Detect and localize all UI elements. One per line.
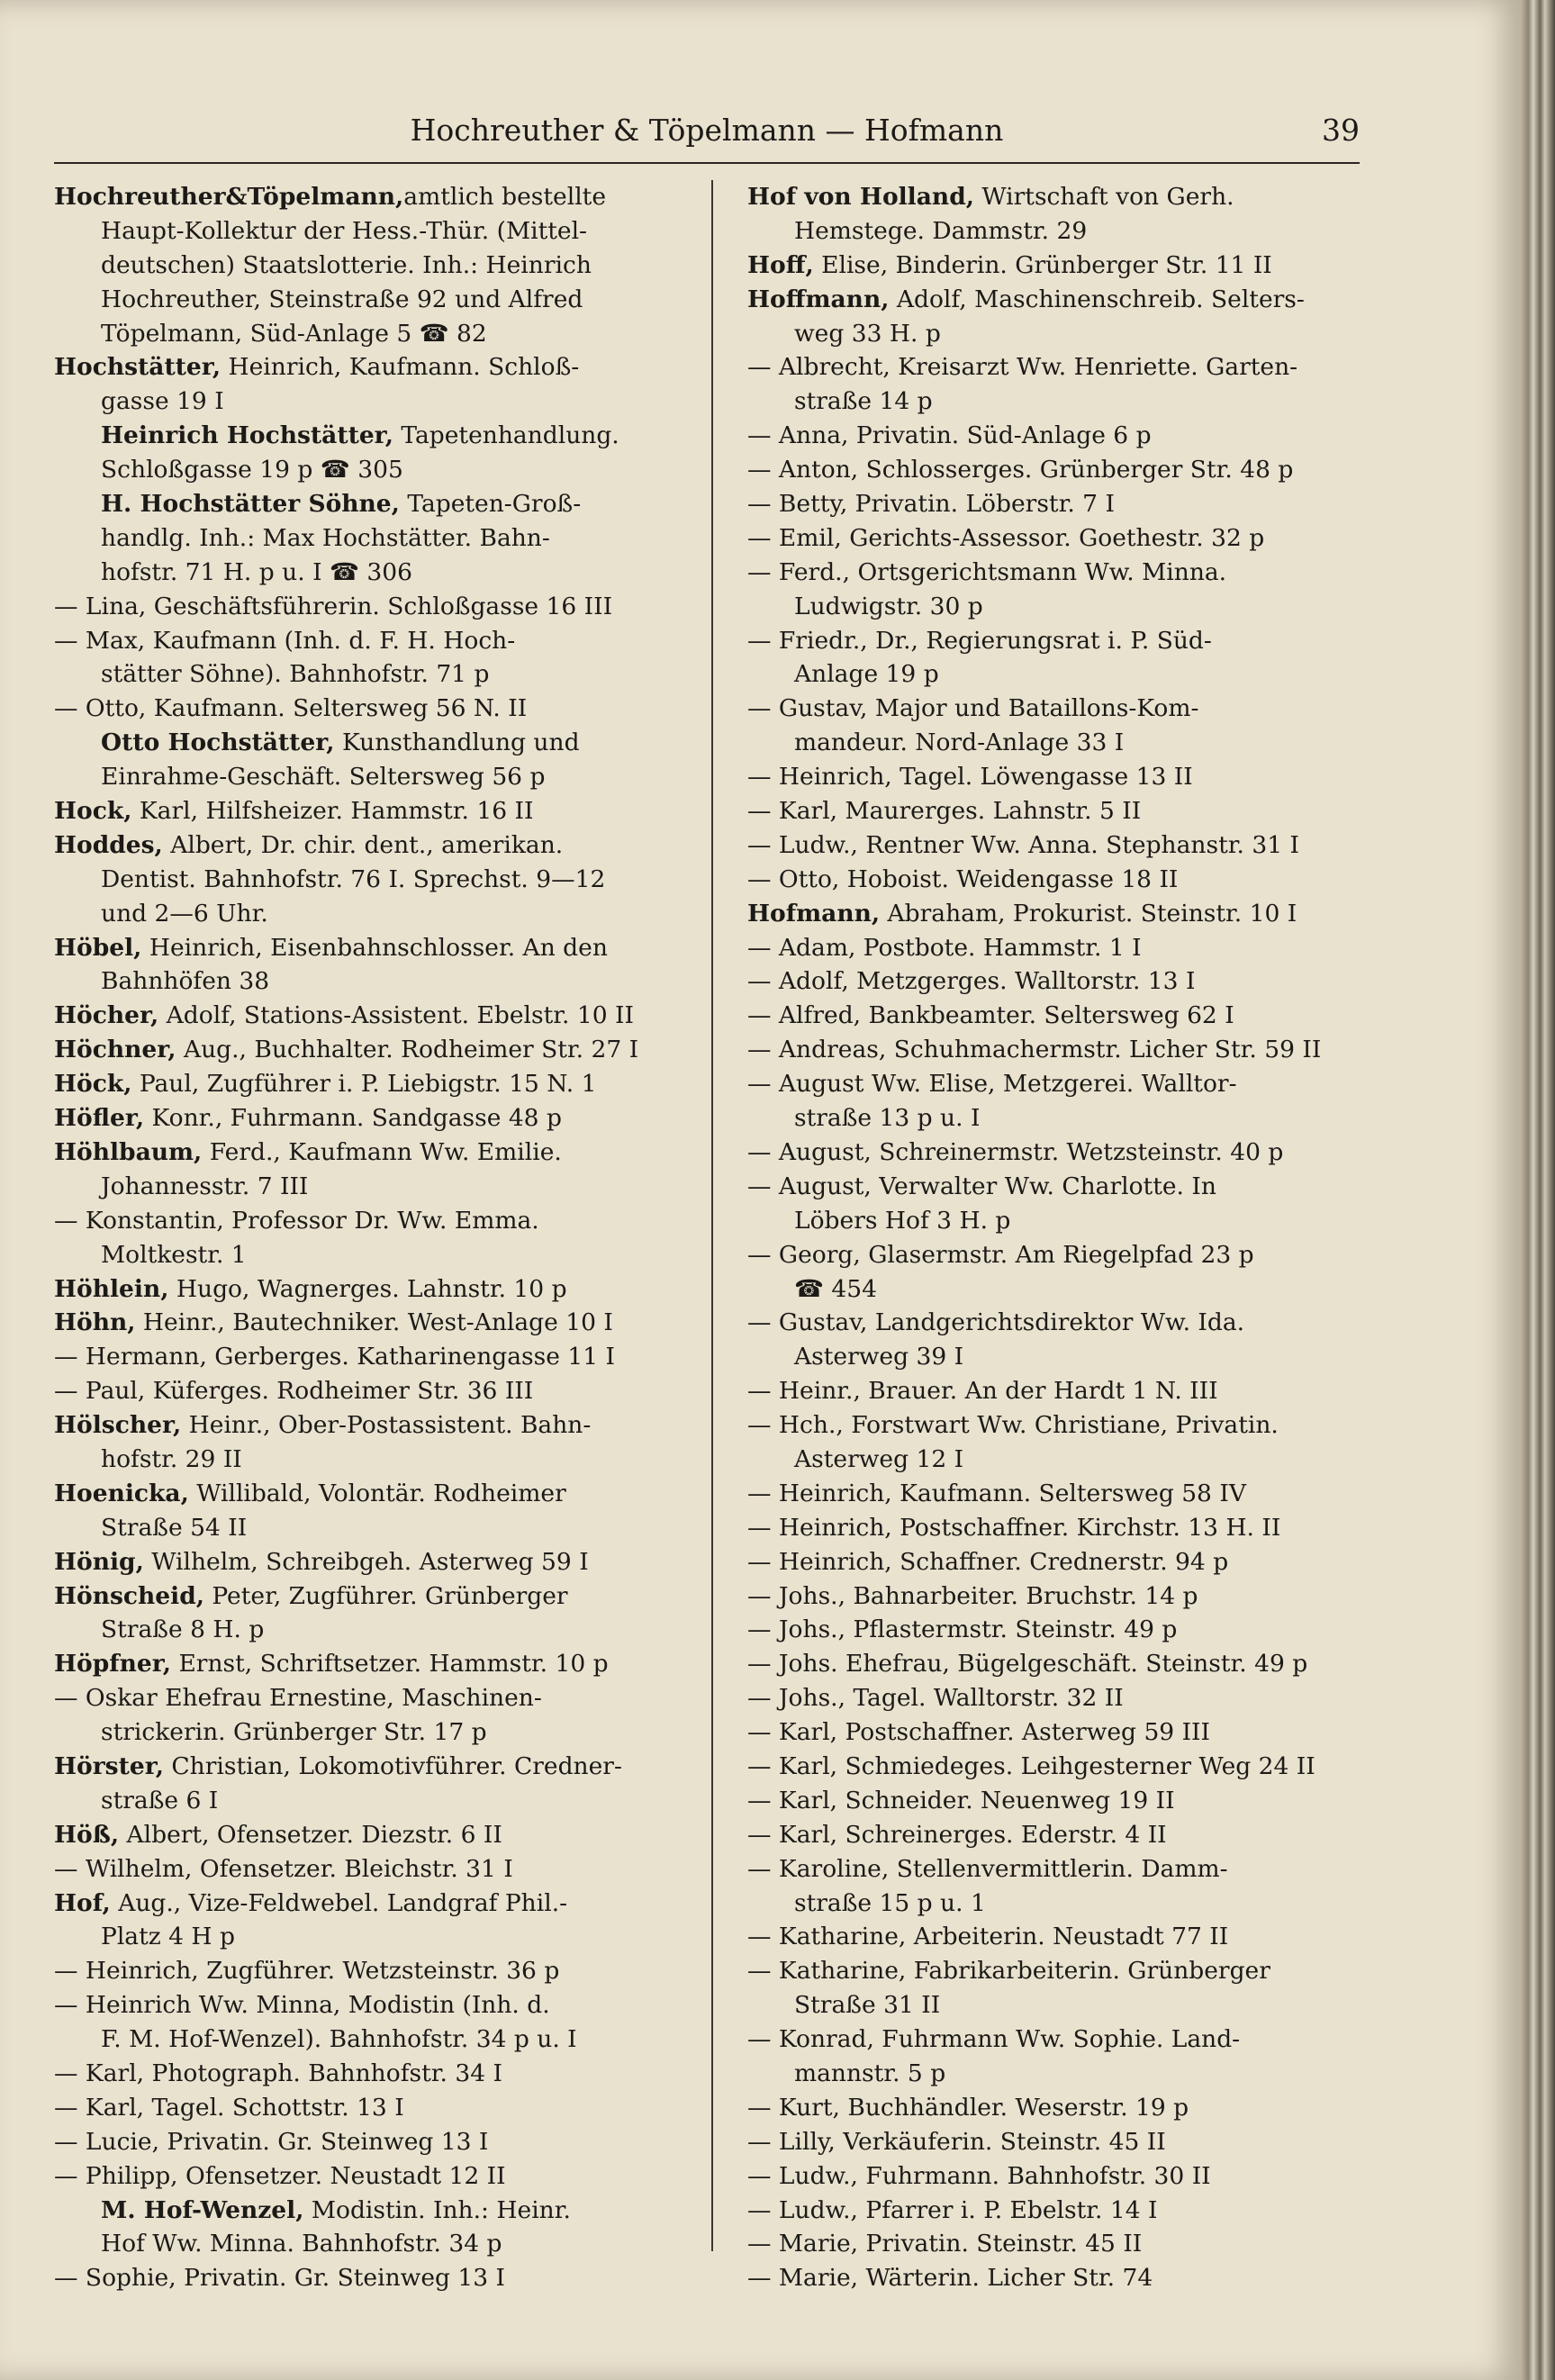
entry-text: hofstr. 71 H. p u. I ☎ 306: [101, 557, 412, 586]
directory-entry-line: [54, 931, 684, 965]
directory-entry-line: [747, 1511, 1378, 1545]
entry-surname: M. Hof-Wenzel,: [101, 2195, 304, 2224]
directory-entry-line: [747, 350, 1378, 385]
entry-surname: Höfler,: [54, 1104, 145, 1133]
entry-text: — Katharine, Arbeiterin. Neustadt 77 II: [747, 1923, 1229, 1951]
directory-entry-line: [747, 2261, 1378, 2295]
entry-text: — Anton, Schlosserges. Grünberger Str. 48 p: [747, 456, 1294, 484]
entry-text: Anlage 19 p: [794, 660, 939, 689]
entry-text: Heinrich, Kaufmann. Schloß-: [221, 353, 580, 382]
entry-text: Hemstege. Dammstr. 29: [794, 216, 1088, 245]
directory-entry-line: [747, 1784, 1378, 1818]
directory-entry-line: [54, 1545, 684, 1579]
directory-entry-line: [747, 1238, 1378, 1272]
entry-text: Haupt-Kollektur der Hess.-Thür. (Mittel-: [101, 216, 588, 245]
directory-entry-line: [747, 863, 1378, 897]
running-title: Hochreuther & Töpelmann — Hofmann: [410, 113, 1004, 148]
directory-entry-line: [747, 419, 1378, 453]
entry-surname: H. Hochstätter Söhne,: [101, 490, 400, 519]
entry-text: straße 15 p u. 1: [794, 1888, 986, 1917]
entry-text: — Heinrich, Postschaffner. Kirchstr. 13 H. II: [747, 1513, 1281, 1542]
entry-text: Albert, Dr. chir. dent., amerikan.: [162, 830, 564, 859]
entry-text: — Lilly, Verkäuferin. Steinstr. 45 II: [747, 2127, 1166, 2156]
entry-text: — Ludw., Rentner Ww. Anna. Stephanstr. 31 I: [747, 830, 1299, 859]
entry-text: Karl, Hilfsheizer. Hammstr. 16 II: [131, 797, 534, 826]
entry-text: deutschen) Staatslotterie. Inh.: Heinrich: [101, 250, 592, 279]
directory-entry-line: [54, 1101, 684, 1136]
entry-surname: Höbel,: [54, 933, 142, 962]
directory-entry-line: [54, 2227, 684, 2261]
entry-text: amtlich bestellte: [403, 183, 607, 211]
directory-entry-line: [747, 1101, 1378, 1136]
directory-entry-line: [747, 964, 1378, 999]
directory-entry-line: [54, 1408, 684, 1443]
entry-text: Töpelmann, Süd-Anlage 5 ☎ 82: [101, 319, 487, 348]
entry-text: Christian, Lokomotivführer. Credner-: [163, 1751, 622, 1780]
directory-entry-line: [747, 624, 1378, 658]
entry-text: — Karl, Tagel. Schottstr. 13 I: [54, 2093, 404, 2122]
directory-entry-line: [747, 2125, 1378, 2159]
entry-text: Konr., Fuhrmann. Sandgasse 48 p: [144, 1104, 562, 1133]
directory-entry-line: [54, 1238, 684, 1272]
entry-text: Tapetenhandlung.: [393, 421, 619, 450]
directory-entry-line: [54, 1477, 684, 1511]
directory-entry-line: [747, 2091, 1378, 2125]
directory-entry-line: [747, 1408, 1378, 1443]
directory-entry-line: [747, 1204, 1378, 1238]
directory-entry-line: [54, 624, 684, 658]
entry-text: — Karl, Photograph. Bahnhofstr. 34 I: [54, 2059, 502, 2087]
entry-text: — August, Verwalter Ww. Charlotte. In: [747, 1172, 1216, 1200]
directory-entry-line: [747, 1715, 1378, 1750]
entry-text: Willibald, Volontär. Rodheimer: [188, 1479, 566, 1507]
entry-text: Straße 31 II: [794, 1991, 941, 2020]
entry-text: — Lina, Geschäftsführerin. Schloßgasse 16 III: [54, 592, 613, 620]
entry-text: — Johs., Tagel. Walltorstr. 32 II: [747, 1684, 1124, 1713]
directory-entry-line: [54, 1681, 684, 1715]
directory-entry-line: [747, 1067, 1378, 1101]
directory-entry-line: [54, 1818, 684, 1852]
directory-entry-line: [747, 760, 1378, 794]
entry-text: hofstr. 29 II: [101, 1444, 242, 1473]
entry-text: — Johs., Pflastermstr. Steinstr. 49 p: [747, 1615, 1178, 1644]
entry-text: Hof Ww. Minna. Bahnhofstr. 34 p: [101, 2230, 502, 2258]
entry-text: gasse 19 I: [101, 387, 224, 416]
entry-text: — Sophie, Privatin. Gr. Steinweg 13 I: [54, 2264, 506, 2293]
directory-entry-line: [54, 726, 684, 760]
entry-text: — Wilhelm, Ofensetzer. Bleichstr. 31 I: [54, 1854, 513, 1883]
entry-surname: Hoddes,: [54, 830, 163, 859]
directory-entry-line: [54, 1988, 684, 2023]
directory-entry-line: [54, 1170, 684, 1204]
entry-surname: Hochstätter,: [54, 353, 221, 382]
entry-text: Tapeten-Groß-: [399, 490, 582, 519]
directory-entry-line: [54, 2125, 684, 2159]
entry-text: Asterweg 12 I: [794, 1444, 964, 1473]
entry-text: ☎ 454: [794, 1274, 878, 1303]
directory-entry-line: [54, 1920, 684, 1954]
entry-text: Schloßgasse 19 p ☎ 305: [101, 456, 403, 484]
column-divider: [711, 180, 713, 2251]
directory-entry-line: [747, 521, 1378, 556]
entry-text: Peter, Zugführer. Grünberger: [203, 1581, 568, 1610]
directory-entry-line: [747, 1681, 1378, 1715]
directory-entry-line: [747, 1272, 1378, 1307]
directory-entry-line: [747, 931, 1378, 965]
entry-text: — Hermann, Gerberges. Katharinengasse 11 I: [54, 1343, 615, 1371]
entry-text: F. M. Hof-Wenzel). Bahnhofstr. 34 p u. I: [101, 2025, 577, 2054]
directory-entry-line: [747, 1374, 1378, 1408]
directory-entry-line: [747, 1647, 1378, 1681]
directory-entry-line: [747, 590, 1378, 624]
directory-entry-line: [747, 2159, 1378, 2194]
left-column: [54, 180, 684, 2295]
entry-text: — Friedr., Dr., Regierungsrat i. P. Süd-: [747, 626, 1212, 655]
directory-entry-line: [747, 2057, 1378, 2091]
entry-text: Löbers Hof 3 H. p: [794, 1206, 1011, 1235]
directory-entry-line: [747, 999, 1378, 1033]
directory-entry-line: [747, 2227, 1378, 2261]
entry-text: Moltkestr. 1: [101, 1240, 247, 1269]
directory-entry-line: [54, 1511, 684, 1545]
entry-text: Aug., Vize-Feldwebel. Landgraf Phil.-: [110, 1888, 568, 1917]
entry-text: Bahnhöfen 38: [101, 967, 270, 996]
entry-text: Albert, Ofensetzer. Diezstr. 6 II: [119, 1820, 502, 1849]
directory-entry-line: [54, 1272, 684, 1307]
entry-text: — Andreas, Schuhmachermstr. Licher Str. 59 II: [747, 1036, 1322, 1064]
entry-surname: Höhlbaum,: [54, 1137, 203, 1166]
directory-entry-line: [747, 487, 1378, 521]
entry-text: Heinrich, Eisenbahnschlosser. An den: [141, 933, 608, 962]
entry-surname: Heinrich Hochstätter,: [101, 421, 393, 450]
directory-entry-line: [54, 453, 684, 487]
directory-entry-line: [54, 419, 684, 453]
directory-entry-line: [54, 556, 684, 590]
directory-entry-line: [54, 1579, 684, 1614]
directory-entry-line: [54, 1852, 684, 1887]
directory-entry-line: [747, 692, 1378, 726]
entry-text: — Georg, Glasermstr. Am Riegelpfad 23 p: [747, 1240, 1254, 1269]
directory-entry-line: [54, 897, 684, 931]
entry-text: — Gustav, Landgerichtsdirektor Ww. Ida.: [747, 1308, 1245, 1337]
directory-entry-line: [747, 2023, 1378, 2057]
directory-entry-line: [54, 2261, 684, 2295]
entry-surname: Hoenicka,: [54, 1479, 189, 1507]
entry-text: — Lucie, Privatin. Gr. Steinweg 13 I: [54, 2127, 489, 2156]
entry-text: — Karl, Schneider. Neuenweg 19 II: [747, 1786, 1175, 1814]
entry-surname: Höhlein,: [54, 1274, 169, 1303]
directory-entry-line: [54, 760, 684, 794]
entry-text: Aug., Buchhalter. Rodheimer Str. 27 I: [176, 1036, 639, 1064]
entry-text: Modistin. Inh.: Heinr.: [303, 2195, 571, 2224]
directory-entry-line: [747, 1988, 1378, 2023]
entry-text: straße 14 p: [794, 387, 933, 416]
entry-surname: Hönscheid,: [54, 1581, 204, 1610]
entry-text: Hugo, Wagnerges. Lahnstr. 10 p: [168, 1274, 567, 1303]
entry-text: — Ludw., Pfarrer i. P. Ebelstr. 14 I: [747, 2195, 1158, 2224]
entry-text: — Heinr., Brauer. An der Hardt 1 N. III: [747, 1377, 1218, 1406]
directory-entry-line: [54, 1954, 684, 1988]
entry-surname: Hofmann,: [747, 899, 881, 928]
entry-text: Heinr., Ober-Postassistent. Bahn-: [181, 1411, 592, 1440]
entry-text: Einrahme-Geschäft. Seltersweg 56 p: [101, 763, 546, 792]
directory-entry-line: [54, 1204, 684, 1238]
directory-entry-line: [54, 692, 684, 726]
directory-entry-line: [54, 1887, 684, 1921]
entry-text: — Oskar Ehefrau Ernestine, Maschinen-: [54, 1684, 542, 1713]
entry-text: stätter Söhne). Bahnhofstr. 71 p: [101, 660, 490, 689]
directory-entry-line: [54, 1443, 684, 1477]
entry-text: — Alfred, Bankbeamter. Seltersweg 62 I: [747, 1001, 1234, 1030]
entry-surname: Hof von Holland,: [747, 183, 974, 211]
directory-entry-line: [54, 2159, 684, 2194]
entry-text: — Kurt, Buchhändler. Weserstr. 19 p: [747, 2093, 1189, 2122]
entry-text: — Karl, Maurerges. Lahnstr. 5 II: [747, 797, 1142, 826]
entry-text: Dentist. Bahnhofstr. 76 I. Sprechst. 9—12: [101, 864, 606, 893]
directory-entry-line: [54, 863, 684, 897]
entry-text: handlg. Inh.: Max Hochstätter. Bahn-: [101, 523, 550, 552]
directory-entry-line: [54, 1136, 684, 1170]
directory-entry-line: [747, 1443, 1378, 1477]
directory-entry-line: [747, 1920, 1378, 1954]
directory-entry-line: [747, 1887, 1378, 1921]
directory-entry-line: [54, 828, 684, 863]
directory-entry-line: [747, 1306, 1378, 1340]
directory-entry-line: [54, 2091, 684, 2125]
directory-entry-line: [747, 1477, 1378, 1511]
entry-text: — Heinrich, Kaufmann. Seltersweg 58 IV: [747, 1479, 1246, 1507]
directory-entry-line: [54, 1750, 684, 1784]
entry-text: straße 13 p u. I: [794, 1104, 981, 1133]
directory-entry-line: [747, 556, 1378, 590]
entry-surname: Hock,: [54, 797, 132, 826]
entry-text: — Philipp, Ofensetzer. Neustadt 12 II: [54, 2161, 506, 2190]
directory-entry-line: [54, 2194, 684, 2228]
directory-entry-line: [747, 2194, 1378, 2228]
entry-text: — Heinrich, Schaffner. Crednerstr. 94 p: [747, 1547, 1229, 1576]
entry-text: straße 6 I: [101, 1786, 219, 1814]
directory-entry-line: [54, 1784, 684, 1818]
directory-entry-line: [54, 2023, 684, 2057]
entry-text: — Katharine, Fabrikarbeiterin. Grünberger: [747, 1957, 1270, 1986]
entry-text: weg 33 H. p: [794, 319, 941, 348]
directory-entry-line: [54, 964, 684, 999]
book-edge: [1522, 0, 1555, 2380]
directory-entry-line: [54, 2057, 684, 2091]
entry-text: — August Ww. Elise, Metzgerei. Walltor-: [747, 1070, 1237, 1099]
entry-text: Asterweg 39 I: [794, 1343, 964, 1371]
page-number: 39: [1322, 113, 1360, 148]
directory-entry-line: [747, 249, 1378, 283]
entry-text: Wilhelm, Schreibgeh. Asterweg 59 I: [143, 1547, 589, 1576]
entry-text: Wirtschaft von Gerh.: [973, 183, 1234, 211]
directory-entry-line: [54, 1067, 684, 1101]
directory-entry-line: [54, 794, 684, 828]
directory-entry-line: [747, 1033, 1378, 1067]
entry-text: — Heinrich Ww. Minna, Modistin (Inh. d.: [54, 1991, 550, 2020]
entry-surname: Hörster,: [54, 1751, 164, 1780]
entry-text: mannstr. 5 p: [794, 2059, 946, 2087]
directory-entry-line: [747, 1579, 1378, 1614]
directory-entry-line: [747, 1750, 1378, 1784]
directory-entry-line: [747, 1136, 1378, 1170]
directory-entry-line: [747, 283, 1378, 317]
directory-entry-line: [747, 317, 1378, 351]
directory-entry-line: [747, 1818, 1378, 1852]
directory-entry-line: [54, 1033, 684, 1067]
entry-text: Adolf, Stations-Assistent. Ebelstr. 10 II: [158, 1001, 634, 1030]
entry-text: Adolf, Maschinenschreib. Selters-: [889, 285, 1305, 313]
entry-surname: Hoff,: [747, 250, 814, 279]
directory-entry-line: [54, 1715, 684, 1750]
entry-text: — Ferd., Ortsgerichtsmann Ww. Minna.: [747, 557, 1227, 586]
entry-text: — Adolf, Metzgerges. Walltorstr. 13 I: [747, 967, 1196, 996]
directory-entry-line: [54, 999, 684, 1033]
entry-text: — Paul, Küferges. Rodheimer Str. 36 III: [54, 1377, 534, 1406]
entry-text: — Emil, Gerichts-Assessor. Goethestr. 32 p: [747, 523, 1265, 552]
entry-text: — Heinrich, Zugführer. Wetzsteinstr. 36 p: [54, 1957, 560, 1986]
directory-entry-line: [54, 214, 684, 249]
header-rule: [54, 162, 1360, 164]
entry-text: — Johs. Ehefrau, Bügelgeschäft. Steinstr. 49 p: [747, 1650, 1308, 1679]
directory-entry-line: [747, 726, 1378, 760]
entry-surname: Hof,: [54, 1888, 111, 1917]
entry-text: Hochreuther, Steinstraße 92 und Alfred: [101, 285, 583, 313]
directory-entry-line: [54, 657, 684, 692]
entry-surname: Hochreuther&Töpelmann,: [54, 183, 404, 211]
entry-text: Ernst, Schriftsetzer. Hammstr. 10 p: [171, 1650, 609, 1679]
directory-entry-line: [747, 657, 1378, 692]
directory-entry-line: [54, 590, 684, 624]
entry-text: — Konstantin, Professor Dr. Ww. Emma.: [54, 1206, 539, 1235]
entry-text: — Albrecht, Kreisarzt Ww. Henriette. Garten-: [747, 353, 1298, 382]
entry-text: — Karl, Schmiedeges. Leihgesterner Weg 24 II: [747, 1751, 1315, 1780]
directory-entry-line: [54, 521, 684, 556]
entry-surname: Höpfner,: [54, 1650, 172, 1679]
entry-surname: Höck,: [54, 1070, 132, 1099]
entry-text: Straße 54 II: [101, 1513, 248, 1542]
entry-text: Paul, Zugführer i. P. Liebigstr. 15 N. 1: [131, 1070, 597, 1099]
entry-text: — Otto, Hoboist. Weidengasse 18 II: [747, 864, 1179, 893]
entry-surname: Höhn,: [54, 1308, 136, 1337]
entry-text: — Ludw., Fuhrmann. Bahnhofstr. 30 II: [747, 2161, 1211, 2190]
entry-text: Johannesstr. 7 III: [101, 1172, 309, 1200]
entry-text: — Johs., Bahnarbeiter. Bruchstr. 14 p: [747, 1581, 1198, 1610]
directory-entry-line: [54, 350, 684, 385]
entry-text: — Otto, Kaufmann. Selterswеg 56 N. II: [54, 694, 528, 723]
entry-text: Kunsthandlung und: [334, 728, 580, 757]
directory-entry-line: [747, 828, 1378, 863]
entry-text: Platz 4 H p: [101, 1923, 235, 1951]
entry-text: — Betty, Privatin. Löberstr. 7 I: [747, 490, 1115, 519]
directory-entry-line: [747, 1954, 1378, 1988]
entry-text: strickerin. Grünberger Str. 17 p: [101, 1718, 487, 1747]
directory-entry-line: [747, 1340, 1378, 1374]
entry-surname: Höchner,: [54, 1036, 176, 1064]
entry-text: — Adam, Postbote. Hammstr. 1 I: [747, 933, 1142, 962]
directory-entry-line: [54, 1374, 684, 1408]
directory-entry-line: [54, 1613, 684, 1647]
directory-entry-line: [54, 283, 684, 317]
entry-surname: Otto Hochstätter,: [101, 728, 335, 757]
page-header: [54, 113, 1360, 158]
entry-text: — Karoline, Stellenvermittlerin. Damm-: [747, 1854, 1228, 1883]
entry-surname: Hoffmann,: [747, 285, 890, 313]
directory-entry-line: [747, 385, 1378, 419]
right-column: [747, 180, 1378, 2295]
directory-entry-line: [747, 1545, 1378, 1579]
entry-text: und 2—6 Uhr.: [101, 899, 268, 928]
directory-entry-line: [747, 1613, 1378, 1647]
directory-entry-line: [747, 794, 1378, 828]
entry-text: — Heinrich, Tagel. Löwengasse 13 II: [747, 763, 1193, 792]
entry-text: — Anna, Privatin. Süd-Anlage 6 p: [747, 421, 1152, 450]
entry-text: Straße 8 H. p: [101, 1615, 265, 1644]
entry-text: — Karl, Postschaffner. Asterweg 59 III: [747, 1718, 1210, 1747]
entry-text: — Marie, Wärterin. Licher Str. 74: [747, 2264, 1153, 2293]
directory-entry-line: [54, 180, 684, 214]
directory-entry-line: [747, 453, 1378, 487]
directory-entry-line: [747, 180, 1378, 214]
entry-surname: Höcher,: [54, 1001, 159, 1030]
directory-entry-line: [54, 317, 684, 351]
entry-surname: Hönig,: [54, 1547, 144, 1576]
directory-entry-line: [54, 1647, 684, 1681]
directory-entry-line: [54, 1306, 684, 1340]
entry-text: — Konrad, Fuhrmann Ww. Sophie. Land-: [747, 2025, 1241, 2054]
directory-entry-line: [747, 1170, 1378, 1204]
entry-text: — Karl, Schreinerges. Ederstr. 4 II: [747, 1820, 1167, 1849]
entry-text: — August, Schreinermstr. Wetzsteinstr. 40 p: [747, 1137, 1284, 1166]
entry-text: mandeur. Nord-Anlage 33 I: [794, 728, 1125, 757]
entry-text: — Gustav, Major und Bataillons-Kom-: [747, 694, 1199, 723]
entry-surname: Hölscher,: [54, 1411, 182, 1440]
directory-entry-line: [747, 214, 1378, 249]
entry-surname: Höß,: [54, 1820, 120, 1849]
directory-entry-line: [54, 1340, 684, 1374]
entry-text: Abraham, Prokurist. Steinstr. 10 I: [880, 899, 1297, 928]
entry-text: Ferd., Kaufmann Ww. Emilie.: [202, 1137, 562, 1166]
entry-text: Elise, Binderin. Grünberger Str. 11 II: [813, 250, 1272, 279]
entry-text: Heinr., Bautechniker. West-Anlage 10 I: [135, 1308, 613, 1337]
directory-entry-line: [54, 249, 684, 283]
directory-entry-line: [54, 385, 684, 419]
entry-text: — Hch., Forstwart Ww. Christiane, Privatin.: [747, 1411, 1279, 1440]
entry-text: — Max, Kaufmann (Inh. d. F. H. Hoch-: [54, 626, 516, 655]
entry-text: Ludwigstr. 30 p: [794, 592, 983, 620]
entry-text: — Marie, Privatin. Steinstr. 45 II: [747, 2230, 1143, 2258]
directory-entry-line: [747, 897, 1378, 931]
directory-entry-line: [747, 1852, 1378, 1887]
directory-entry-line: [54, 487, 684, 521]
